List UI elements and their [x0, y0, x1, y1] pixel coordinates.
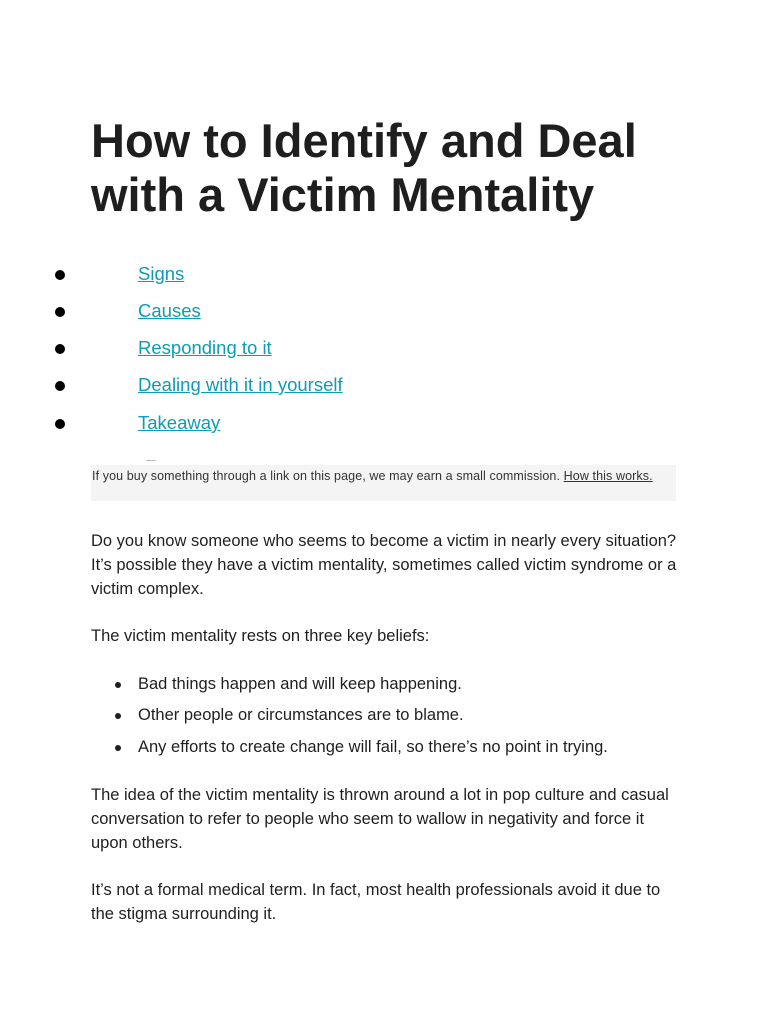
toc-item-responding — [0, 334, 768, 364]
list-item — [0, 672, 768, 698]
toc-item-dealing — [0, 371, 768, 401]
paragraph-beliefs-intro: The victim mentality rests on three key beliefs: — [91, 627, 430, 645]
bullet-icon — [55, 381, 65, 391]
toc-link-dealing[interactable]: Dealing with it in yourself — [138, 374, 343, 395]
toc-link-signs[interactable]: Signs — [138, 263, 185, 284]
bullet-icon — [55, 419, 65, 429]
toc-item-takeaway — [0, 409, 768, 439]
list-item — [0, 735, 768, 761]
bullet-icon — [55, 344, 65, 354]
belief-text: Other people or circumstances are to blame. — [138, 706, 464, 724]
toc-link-causes[interactable]: Causes — [138, 300, 201, 321]
toc-item-causes — [0, 297, 768, 327]
list-item — [0, 703, 768, 729]
bullet-icon — [55, 270, 65, 280]
paragraph-pop-culture: The idea of the victim mentality is thrown around a lot in pop culture and casual conversation to refer to people who seem to wallow in negativity and force it upon others. — [91, 786, 669, 853]
toc-link-responding[interactable]: Responding to it — [138, 337, 272, 358]
article-title: How to Identify and Deal with a Victim Mentality — [91, 114, 637, 221]
paragraph-medical-term: It’s not a formal medical term. In fact, most health professionals avoid it due to the stigma surrounding it. — [91, 881, 661, 924]
affiliate-disclaimer — [91, 465, 676, 501]
bullet-icon — [115, 713, 121, 719]
belief-text: Any efforts to create change will fail, so there’s no point in trying. — [138, 738, 608, 756]
divider — [146, 460, 156, 461]
bullet-icon — [115, 682, 121, 688]
toc-item-signs — [0, 260, 768, 290]
bullet-icon — [55, 307, 65, 317]
paragraph-intro: Do you know someone who seems to become a victim in nearly every situation? It’s possible they have a victim mentality, sometimes called victim syndrome or a victim complex. — [91, 532, 677, 599]
toc-link-takeaway[interactable]: Takeaway — [138, 412, 221, 433]
bullet-icon — [115, 745, 121, 751]
disclaimer-text: If you buy something through a link on this page, we may earn a small commission. — [92, 469, 561, 483]
how-this-works-link[interactable]: How this works. — [563, 469, 653, 483]
belief-text: Bad things happen and will keep happening. — [138, 675, 462, 693]
